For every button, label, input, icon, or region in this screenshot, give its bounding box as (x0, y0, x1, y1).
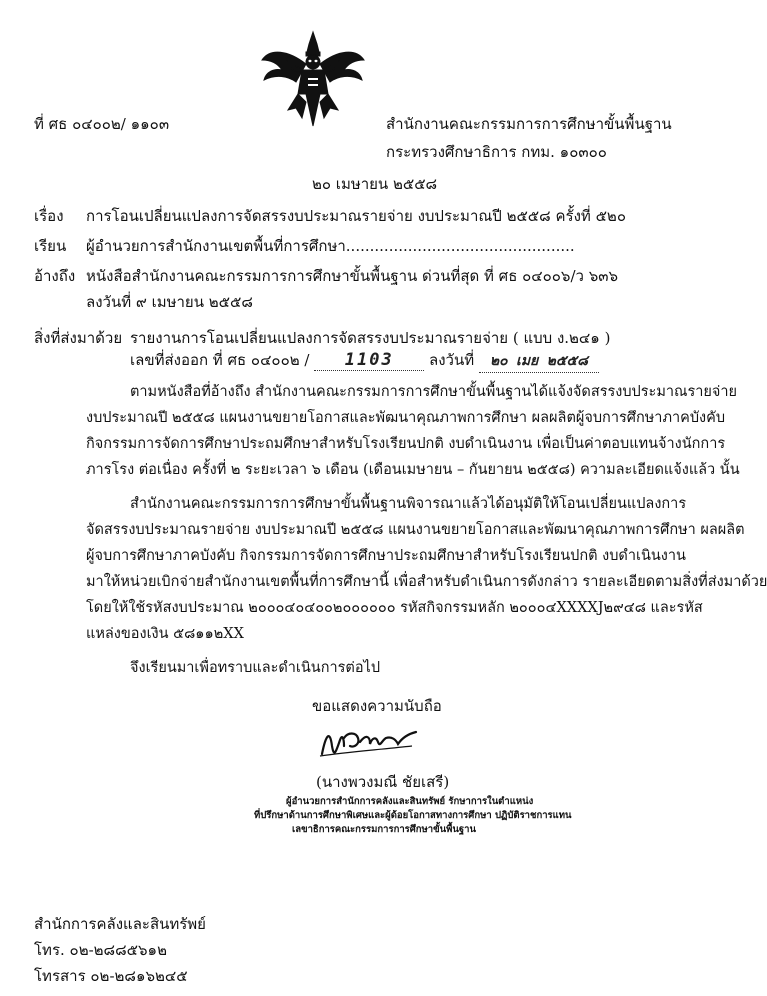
body-p1-line-1: ตามหนังสือที่อ้างถึง สำนักงานคณะกรรมการการศึกษาขั้นพื้นฐานได้แจ้งจัดสรรงบประมาณรายจ่าย (130, 384, 738, 400)
signatory-title-2: ที่ปรึกษาด้านการศึกษาพิเศษและผู้ด้อยโอกาสทางการศึกษา ปฏิบัติราชการแทน (254, 810, 572, 821)
body-p2-line-3: ผู้จบการศึกษาภาคบังคับ กิจกรรมการจัดการศึกษาประถมศึกษาสำหรับโรงเรียนปกติ งบดำเนินงาน (86, 548, 686, 564)
enclosure-date-label: ลงวันที่ (429, 351, 475, 369)
body-p2-line-5: โดยให้ใช้รหัสงบประมาณ ๒๐๐๐๔๐๔๐๐๒๐๐๐๐๐๐ รหัสกิจกรรมหลัก ๒๐๐๐๔XXXXJ๒๙๔๘ และรหัส (86, 600, 703, 616)
closing-salutation: ขอแสดงความนับถือ (312, 697, 442, 715)
enclosure-line-1: รายงานการโอนเปลี่ยนแปลงการจัดสรรงบประมาณรายจ่าย ( แบบ ง.๒๔๑ ) (130, 329, 611, 347)
body-p2-line-2: จัดสรรงบประมาณรายจ่าย งบประมาณปี ๒๕๕๘ แผนงานขยายโอกาสและพัฒนาคุณภาพการศึกษา ผลผลิต (86, 522, 745, 538)
body-p2-line-4: มาให้หน่วยเบิกจ่ายสำนักงานเขตพื้นที่การศึกษานี้ เพื่อสำหรับดำเนินการดังกล่าว รายละเอียดตามสิ่งที่ส่งมาด้วย (86, 574, 767, 590)
signatory-title-3: เลขาธิการคณะกรรมการการศึกษาขั้นพื้นฐาน (292, 824, 476, 835)
garuda-emblem-icon (258, 30, 368, 130)
agency-address: กระทรวงศึกษาธิการ กทม. ๑๐๓๐๐ (386, 143, 607, 161)
to-label: เรียน (34, 237, 67, 255)
body-p3: จึงเรียนมาเพื่อทราบและดำเนินการต่อไป (130, 660, 381, 676)
enclosure-export-prefix: เลขที่ส่งออก ที่ ศธ ๐๔๐๐๒ / (130, 351, 310, 369)
footer-phone: โทร. ๐๒-๒๘๘๕๖๑๒ (34, 941, 167, 959)
reference-number: ที่ ศธ ๐๔๐๐๒/ ๑๑๐๓ (34, 115, 170, 133)
enclosure-label: สิ่งที่ส่งมาด้วย (34, 329, 123, 347)
reference-line-2: ลงวันที่ ๙ เมษายน ๒๕๕๘ (86, 293, 253, 311)
subject-text: การโอนเปลี่ยนแปลงการจัดสรรงบประมาณรายจ่าย งบประมาณปี ๒๕๕๘ ครั้งที่ ๕๒๐ (86, 207, 626, 225)
footer-fax: โทรสาร ๐๒-๒๘๑๖๒๔๕ (34, 967, 188, 985)
handwritten-signature (316, 724, 426, 764)
body-p2-line-1: สำนักงานคณะกรรมการการศึกษาขั้นพื้นฐานพิจารณาแล้วได้อนุมัติให้โอนเปลี่ยนแปลงการ (130, 496, 687, 512)
footer-office: สำนักการคลังและสินทรัพย์ (34, 915, 206, 933)
body-p1-line-4: ภารโรง ต่อเนื่อง ครั้งที่ ๒ ระยะเวลา ๖ เดือน (เดือนเมษายน – กันยายน ๒๕๕๘) ความละเอียดแจ้งแล้ว นั้น (86, 462, 740, 478)
agency-name: สำนักงานคณะกรรมการการศึกษาขั้นพื้นฐาน (386, 115, 672, 133)
signatory-name: (นางพวงมณี ชัยเสรี) (316, 773, 450, 791)
subject-label: เรื่อง (34, 207, 64, 225)
letter-date: ๒๐ เมษายน ๒๕๕๘ (312, 175, 438, 193)
body-p2-line-6: แหล่งของเงิน ๕๘๑๑๒XX (86, 626, 244, 642)
body-p1-line-3: กิจกรรมการจัดการศึกษาประถมศึกษาสำหรับโรงเรียนปกติ งบดำเนินงาน เพื่อเป็นค่าตอบแทนจ้างนักการ (86, 436, 726, 452)
reference-line-1: หนังสือสำนักงานคณะกรรมการการศึกษาขั้นพื้นฐาน ด่วนที่สุด ที่ ศธ ๐๔๐๐๖/ว ๖๓๖ (86, 267, 618, 285)
enclosure-export-number: 1103 (344, 350, 394, 370)
reference-label: อ้างถึง (34, 267, 76, 285)
body-p1-line-2: งบประมาณปี ๒๕๕๘ แผนงานขยายโอกาสและพัฒนาคุณภาพการศึกษา ผลผลิตผู้จบการศึกษาภาคบังคับ (86, 410, 726, 426)
signatory-title-1: ผู้อำนวยการสำนักการคลังและสินทรัพย์ รักษาการในตำแหน่ง (286, 796, 534, 807)
to-text: ผู้อำนวยการสำนักงานเขตพื้นที่การศึกษา................................................ (86, 237, 575, 255)
enclosure-date: ๒๐ เมย ๒๕๕๘ (489, 353, 588, 369)
